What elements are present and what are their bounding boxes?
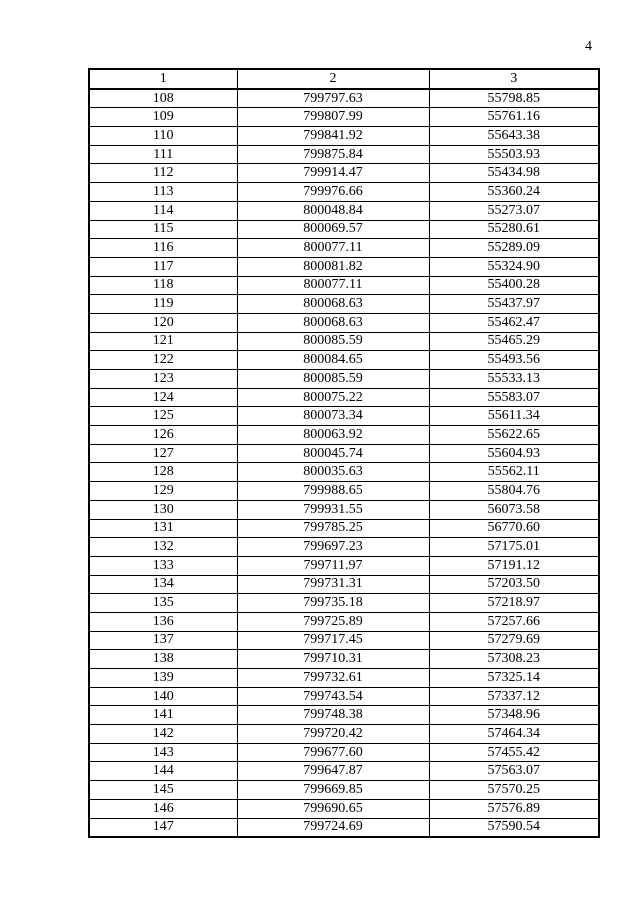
point-number-cell: 126 [89,426,237,445]
point-number-cell: 141 [89,706,237,725]
x-coordinate-cell: 799731.31 [237,575,429,594]
table-row [89,687,599,706]
x-coordinate-cell: 799735.18 [237,594,429,613]
y-coordinate-cell: 56073.58 [429,500,599,519]
table-row [89,669,599,688]
x-coordinate-cell: 800077.11 [237,276,429,295]
x-coordinate-cell: 799725.89 [237,612,429,631]
x-coordinate-cell: 800085.59 [237,332,429,351]
point-number-cell: 133 [89,556,237,575]
y-coordinate-cell: 55761.16 [429,108,599,127]
point-number-cell: 108 [89,89,237,108]
y-coordinate-cell: 57218.97 [429,594,599,613]
point-number-cell: 121 [89,332,237,351]
column-header-1: 1 [89,69,237,89]
table-row [89,650,599,669]
x-coordinate-cell: 800075.22 [237,388,429,407]
y-coordinate-cell: 56770.60 [429,519,599,538]
point-number-cell: 142 [89,725,237,744]
column-header-3: 3 [429,69,599,89]
y-coordinate-cell: 55437.97 [429,295,599,314]
x-coordinate-cell: 799875.84 [237,145,429,164]
y-coordinate-cell: 55273.07 [429,201,599,220]
point-number-cell: 117 [89,257,237,276]
point-number-cell: 147 [89,818,237,837]
table-row [89,594,599,613]
table-row [89,725,599,744]
table-row [89,351,599,370]
table-row [89,781,599,800]
point-number-cell: 139 [89,669,237,688]
y-coordinate-cell: 55280.61 [429,220,599,239]
y-coordinate-cell: 55289.09 [429,239,599,258]
y-coordinate-cell: 57563.07 [429,762,599,781]
x-coordinate-cell: 800068.63 [237,313,429,332]
x-coordinate-cell: 799669.85 [237,781,429,800]
x-coordinate-cell: 800081.82 [237,257,429,276]
table-row [89,89,599,108]
point-number-cell: 118 [89,276,237,295]
table-row [89,201,599,220]
table-row [89,183,599,202]
point-number-cell: 134 [89,575,237,594]
table-row [89,482,599,501]
point-number-cell: 111 [89,145,237,164]
y-coordinate-cell: 57279.69 [429,631,599,650]
x-coordinate-cell: 800035.63 [237,463,429,482]
y-coordinate-cell: 55583.07 [429,388,599,407]
y-coordinate-cell: 55643.38 [429,127,599,146]
x-coordinate-cell: 799690.65 [237,799,429,818]
table-row [89,743,599,762]
y-coordinate-cell: 57590.54 [429,818,599,837]
table-row [89,426,599,445]
point-number-cell: 125 [89,407,237,426]
x-coordinate-cell: 799711.97 [237,556,429,575]
y-coordinate-cell: 55562.11 [429,463,599,482]
x-coordinate-cell: 799914.47 [237,164,429,183]
table-row [89,239,599,258]
x-coordinate-cell: 799697.23 [237,538,429,557]
x-coordinate-cell: 800073.34 [237,407,429,426]
table-row [89,108,599,127]
point-number-cell: 136 [89,612,237,631]
table-row [89,818,599,837]
table-row [89,370,599,389]
table-row [89,145,599,164]
x-coordinate-cell: 799785.25 [237,519,429,538]
y-coordinate-cell: 55503.93 [429,145,599,164]
point-number-cell: 120 [89,313,237,332]
x-coordinate-cell: 800069.57 [237,220,429,239]
y-coordinate-cell: 55360.24 [429,183,599,202]
y-coordinate-cell: 57576.89 [429,799,599,818]
y-coordinate-cell: 55400.28 [429,276,599,295]
y-coordinate-cell: 57308.23 [429,650,599,669]
x-coordinate-cell: 799724.69 [237,818,429,837]
coordinates-table [88,68,600,838]
table-row [89,631,599,650]
point-number-cell: 112 [89,164,237,183]
y-coordinate-cell: 55533.13 [429,370,599,389]
x-coordinate-cell: 799807.99 [237,108,429,127]
point-number-cell: 135 [89,594,237,613]
x-coordinate-cell: 800085.59 [237,370,429,389]
x-coordinate-cell: 799717.45 [237,631,429,650]
point-number-cell: 145 [89,781,237,800]
x-coordinate-cell: 799748.38 [237,706,429,725]
y-coordinate-cell: 55462.47 [429,313,599,332]
table-row [89,500,599,519]
x-coordinate-cell: 799677.60 [237,743,429,762]
y-coordinate-cell: 55493.56 [429,351,599,370]
x-coordinate-cell: 800084.65 [237,351,429,370]
x-coordinate-cell: 799797.63 [237,89,429,108]
point-number-cell: 119 [89,295,237,314]
point-number-cell: 132 [89,538,237,557]
point-number-cell: 144 [89,762,237,781]
header-row [89,69,599,89]
y-coordinate-cell: 55622.65 [429,426,599,445]
point-number-cell: 138 [89,650,237,669]
point-number-cell: 124 [89,388,237,407]
point-number-cell: 140 [89,687,237,706]
table-row [89,127,599,146]
y-coordinate-cell: 57325.14 [429,669,599,688]
x-coordinate-cell: 799841.92 [237,127,429,146]
y-coordinate-cell: 55324.90 [429,257,599,276]
point-number-cell: 130 [89,500,237,519]
point-number-cell: 146 [89,799,237,818]
table-header [89,69,599,89]
point-number-cell: 128 [89,463,237,482]
point-number-cell: 114 [89,201,237,220]
point-number-cell: 143 [89,743,237,762]
y-coordinate-cell: 57337.12 [429,687,599,706]
table-row [89,463,599,482]
y-coordinate-cell: 55604.93 [429,444,599,463]
point-number-cell: 137 [89,631,237,650]
point-number-cell: 122 [89,351,237,370]
x-coordinate-cell: 800068.63 [237,295,429,314]
point-number-cell: 109 [89,108,237,127]
y-coordinate-cell: 55465.29 [429,332,599,351]
table-row [89,388,599,407]
y-coordinate-cell: 57257.66 [429,612,599,631]
table-body [89,89,599,838]
table-row [89,799,599,818]
page-number: 4 [585,39,592,54]
y-coordinate-cell: 57464.34 [429,725,599,744]
y-coordinate-cell: 57175.01 [429,538,599,557]
point-number-cell: 127 [89,444,237,463]
point-number-cell: 131 [89,519,237,538]
x-coordinate-cell: 800048.84 [237,201,429,220]
table-row [89,332,599,351]
table-row [89,276,599,295]
point-number-cell: 113 [89,183,237,202]
x-coordinate-cell: 799720.42 [237,725,429,744]
x-coordinate-cell: 799732.61 [237,669,429,688]
x-coordinate-cell: 799710.31 [237,650,429,669]
table-row [89,556,599,575]
y-coordinate-cell: 57455.42 [429,743,599,762]
x-coordinate-cell: 799647.87 [237,762,429,781]
point-number-cell: 115 [89,220,237,239]
x-coordinate-cell: 800077.11 [237,239,429,258]
x-coordinate-cell: 799931.55 [237,500,429,519]
table-row [89,220,599,239]
y-coordinate-cell: 55798.85 [429,89,599,108]
table-row [89,313,599,332]
x-coordinate-cell: 799988.65 [237,482,429,501]
table-row [89,407,599,426]
table-row [89,444,599,463]
point-number-cell: 110 [89,127,237,146]
table-row [89,612,599,631]
y-coordinate-cell: 55611.34 [429,407,599,426]
y-coordinate-cell: 55434.98 [429,164,599,183]
table-row [89,519,599,538]
y-coordinate-cell: 57570.25 [429,781,599,800]
table-row [89,538,599,557]
y-coordinate-cell: 57191.12 [429,556,599,575]
x-coordinate-cell: 799976.66 [237,183,429,202]
point-number-cell: 123 [89,370,237,389]
table-row [89,164,599,183]
table-row [89,706,599,725]
table-row [89,575,599,594]
x-coordinate-cell: 799743.54 [237,687,429,706]
x-coordinate-cell: 800045.74 [237,444,429,463]
table-row [89,762,599,781]
y-coordinate-cell: 57203.50 [429,575,599,594]
table-row [89,295,599,314]
column-header-2: 2 [237,69,429,89]
y-coordinate-cell: 57348.96 [429,706,599,725]
x-coordinate-cell: 800063.92 [237,426,429,445]
point-number-cell: 116 [89,239,237,258]
point-number-cell: 129 [89,482,237,501]
table-row [89,257,599,276]
y-coordinate-cell: 55804.76 [429,482,599,501]
